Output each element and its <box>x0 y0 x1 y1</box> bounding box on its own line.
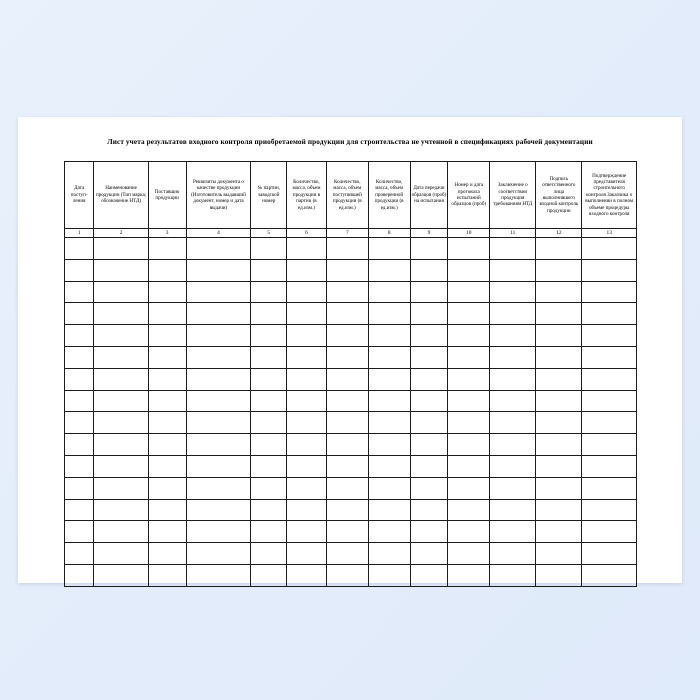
table-cell[interactable] <box>368 238 410 260</box>
table-cell[interactable] <box>65 412 94 434</box>
table-cell[interactable] <box>94 346 148 368</box>
table-cell[interactable] <box>251 543 287 565</box>
table-cell[interactable] <box>410 412 448 434</box>
table-cell[interactable] <box>582 368 637 390</box>
column-number-8: 8 <box>368 229 410 238</box>
column-header-9: Дата передачи образцов (проб) на испытания <box>410 162 448 229</box>
table-cell[interactable] <box>251 564 287 586</box>
table-cell[interactable] <box>94 412 148 434</box>
column-header-2: Наименование продукции (Тип марка; обозначение НТД) <box>94 162 148 229</box>
table-cell[interactable] <box>410 368 448 390</box>
table-cell[interactable] <box>368 325 410 347</box>
table-cell[interactable] <box>251 259 287 281</box>
table-cell[interactable] <box>186 259 251 281</box>
table-cell[interactable] <box>326 368 368 390</box>
table-cell[interactable] <box>448 281 490 303</box>
table-cell[interactable] <box>410 346 448 368</box>
table-row <box>65 325 637 347</box>
table-cell[interactable] <box>94 325 148 347</box>
table-cell[interactable] <box>536 238 582 260</box>
table-cell[interactable] <box>536 412 582 434</box>
table-cell[interactable] <box>287 303 327 325</box>
table-cell[interactable] <box>186 412 251 434</box>
column-number-7: 7 <box>326 229 368 238</box>
table-cell[interactable] <box>94 368 148 390</box>
table-cell[interactable] <box>326 346 368 368</box>
column-number-10: 10 <box>448 229 490 238</box>
column-number-6: 6 <box>287 229 327 238</box>
table-cell[interactable] <box>326 390 368 412</box>
document-sheet <box>18 117 682 583</box>
column-number-9: 9 <box>410 229 448 238</box>
table-cell[interactable] <box>287 325 327 347</box>
table-cell[interactable] <box>326 543 368 565</box>
table-cell[interactable] <box>287 281 327 303</box>
table-cell[interactable] <box>251 477 287 499</box>
column-number-4: 4 <box>186 229 251 238</box>
table-cell[interactable] <box>148 477 186 499</box>
table-cell[interactable] <box>490 521 536 543</box>
table-cell[interactable] <box>326 259 368 281</box>
page-title: Лист учета результатов входного контроля приобретаемой продукции для строительства не учтенной в спецификациях рабочей документации <box>107 138 593 146</box>
table-row <box>65 238 637 260</box>
table-row <box>65 521 637 543</box>
table-cell[interactable] <box>368 499 410 521</box>
table-cell[interactable] <box>251 281 287 303</box>
table-cell[interactable] <box>536 346 582 368</box>
table-cell[interactable] <box>490 238 536 260</box>
table-cell[interactable] <box>148 499 186 521</box>
table-cell[interactable] <box>490 477 536 499</box>
table-cell[interactable] <box>410 281 448 303</box>
table-cell[interactable] <box>582 499 637 521</box>
table-cell[interactable] <box>94 477 148 499</box>
column-header-10: Номер и дата протокола испытаний образцов (проб) <box>448 162 490 229</box>
table-cell[interactable] <box>536 455 582 477</box>
table-cell[interactable] <box>94 543 148 565</box>
table-cell[interactable] <box>65 499 94 521</box>
table-cell[interactable] <box>536 499 582 521</box>
table-cell[interactable] <box>326 521 368 543</box>
table-cell[interactable] <box>448 499 490 521</box>
table-cell[interactable] <box>65 346 94 368</box>
table-cell[interactable] <box>65 543 94 565</box>
table-cell[interactable] <box>536 390 582 412</box>
table-cell[interactable] <box>186 434 251 456</box>
table-cell[interactable] <box>582 325 637 347</box>
table-cell[interactable] <box>251 412 287 434</box>
table-cell[interactable] <box>65 303 94 325</box>
table-cell[interactable] <box>326 325 368 347</box>
table-cell[interactable] <box>582 281 637 303</box>
table-row <box>65 259 637 281</box>
table-cell[interactable] <box>186 477 251 499</box>
table-cell[interactable] <box>94 303 148 325</box>
column-number-5: 5 <box>251 229 287 238</box>
table-cell[interactable] <box>94 259 148 281</box>
table-cell[interactable] <box>251 455 287 477</box>
table-cell[interactable] <box>148 543 186 565</box>
table-cell[interactable] <box>65 259 94 281</box>
table-cell[interactable] <box>186 238 251 260</box>
table-cell[interactable] <box>94 564 148 586</box>
table-cell[interactable] <box>448 259 490 281</box>
table-cell[interactable] <box>448 412 490 434</box>
table-cell[interactable] <box>410 259 448 281</box>
table-cell[interactable] <box>490 455 536 477</box>
table-cell[interactable] <box>148 434 186 456</box>
table-cell[interactable] <box>410 543 448 565</box>
table-cell[interactable] <box>287 434 327 456</box>
table-cell[interactable] <box>94 521 148 543</box>
column-header-12: Подпись ответственного лица выполнившего входной контроль продукции <box>536 162 582 229</box>
table-cell[interactable] <box>582 238 637 260</box>
table-cell[interactable] <box>251 434 287 456</box>
table-cell[interactable] <box>251 303 287 325</box>
table-row <box>65 477 637 499</box>
table-cell[interactable] <box>251 390 287 412</box>
records-table-container <box>64 161 637 587</box>
table-cell[interactable] <box>94 499 148 521</box>
table-cell[interactable] <box>368 390 410 412</box>
table-cell[interactable] <box>490 281 536 303</box>
table-cell[interactable] <box>368 477 410 499</box>
table-cell[interactable] <box>490 346 536 368</box>
table-cell[interactable] <box>326 303 368 325</box>
table-cell[interactable] <box>490 325 536 347</box>
table-cell[interactable] <box>65 521 94 543</box>
table-cell[interactable] <box>186 390 251 412</box>
table-cell[interactable] <box>251 346 287 368</box>
table-cell[interactable] <box>326 238 368 260</box>
table-cell[interactable] <box>490 499 536 521</box>
table-cell[interactable] <box>490 543 536 565</box>
table-cell[interactable] <box>448 346 490 368</box>
table-cell[interactable] <box>490 412 536 434</box>
column-header-1: Дата поступления <box>65 162 94 229</box>
column-number-12: 12 <box>536 229 582 238</box>
table-cell[interactable] <box>186 303 251 325</box>
table-cell[interactable] <box>148 455 186 477</box>
table-cell[interactable] <box>582 521 637 543</box>
table-cell[interactable] <box>410 521 448 543</box>
table-cell[interactable] <box>582 303 637 325</box>
table-cell[interactable] <box>448 543 490 565</box>
table-cell[interactable] <box>65 238 94 260</box>
table-cell[interactable] <box>536 325 582 347</box>
column-number-11: 11 <box>490 229 536 238</box>
table-cell[interactable] <box>326 281 368 303</box>
table-cell[interactable] <box>186 325 251 347</box>
table-cell[interactable] <box>65 281 94 303</box>
table-cell[interactable] <box>368 521 410 543</box>
table-cell[interactable] <box>186 521 251 543</box>
table-cell[interactable] <box>287 259 327 281</box>
table-cell[interactable] <box>148 346 186 368</box>
records-table <box>64 161 637 587</box>
table-cell[interactable] <box>582 390 637 412</box>
table-cell[interactable] <box>186 543 251 565</box>
table-cell[interactable] <box>536 281 582 303</box>
table-cell[interactable] <box>326 477 368 499</box>
table-cell[interactable] <box>368 281 410 303</box>
table-cell[interactable] <box>251 499 287 521</box>
table-cell[interactable] <box>186 455 251 477</box>
table-cell[interactable] <box>148 303 186 325</box>
table-cell[interactable] <box>582 412 637 434</box>
table-cell[interactable] <box>490 368 536 390</box>
table-cell[interactable] <box>410 303 448 325</box>
column-header-5: № партии, заводской номер <box>251 162 287 229</box>
table-cell[interactable] <box>326 455 368 477</box>
table-cell[interactable] <box>65 477 94 499</box>
table-cell[interactable] <box>148 368 186 390</box>
table-cell[interactable] <box>582 259 637 281</box>
table-row <box>65 346 637 368</box>
column-header-13: Подтверждение представителя строительного контроля Заказчика о выполнении в полном объеме процедуры входного контроля <box>582 162 637 229</box>
table-cell[interactable] <box>65 564 94 586</box>
table-cell[interactable] <box>536 543 582 565</box>
table-cell[interactable] <box>448 521 490 543</box>
table-cell[interactable] <box>287 368 327 390</box>
table-cell[interactable] <box>65 325 94 347</box>
table-cell[interactable] <box>582 477 637 499</box>
table-cell[interactable] <box>410 455 448 477</box>
table-cell[interactable] <box>65 390 94 412</box>
table-cell[interactable] <box>148 521 186 543</box>
table-cell[interactable] <box>148 564 186 586</box>
table-cell[interactable] <box>148 259 186 281</box>
table-cell[interactable] <box>368 543 410 565</box>
table-cell[interactable] <box>368 303 410 325</box>
table-cell[interactable] <box>65 455 94 477</box>
table-cell[interactable] <box>287 346 327 368</box>
table-cell[interactable] <box>94 281 148 303</box>
table-header-row <box>65 162 637 229</box>
table-cell[interactable] <box>448 390 490 412</box>
table-row <box>65 455 637 477</box>
table-cell[interactable] <box>148 281 186 303</box>
table-cell[interactable] <box>410 325 448 347</box>
table-row <box>65 434 637 456</box>
table-cell[interactable] <box>582 455 637 477</box>
table-cell[interactable] <box>186 499 251 521</box>
table-cell[interactable] <box>582 346 637 368</box>
table-cell[interactable] <box>582 564 637 586</box>
table-cell[interactable] <box>410 499 448 521</box>
table-cell[interactable] <box>65 368 94 390</box>
table-cell[interactable] <box>448 238 490 260</box>
table-cell[interactable] <box>326 434 368 456</box>
table-cell[interactable] <box>251 521 287 543</box>
table-cell[interactable] <box>251 368 287 390</box>
column-number-3: 3 <box>148 229 186 238</box>
column-header-3: Поставщик продукции <box>148 162 186 229</box>
table-cell[interactable] <box>368 434 410 456</box>
table-cell[interactable] <box>251 238 287 260</box>
table-cell[interactable] <box>410 238 448 260</box>
table-cell[interactable] <box>186 281 251 303</box>
table-cell[interactable] <box>490 564 536 586</box>
table-cell[interactable] <box>368 564 410 586</box>
table-cell[interactable] <box>448 455 490 477</box>
table-cell[interactable] <box>326 564 368 586</box>
table-cell[interactable] <box>582 543 637 565</box>
table-cell[interactable] <box>536 303 582 325</box>
column-number-1: 1 <box>65 229 94 238</box>
table-row <box>65 368 637 390</box>
table-cell[interactable] <box>536 564 582 586</box>
table-cell[interactable] <box>410 434 448 456</box>
column-number-row <box>65 229 637 238</box>
table-cell[interactable] <box>94 390 148 412</box>
table-row <box>65 281 637 303</box>
table-cell[interactable] <box>536 368 582 390</box>
table-cell[interactable] <box>94 455 148 477</box>
table-cell[interactable] <box>94 238 148 260</box>
table-cell[interactable] <box>287 521 327 543</box>
table-cell[interactable] <box>536 521 582 543</box>
table-cell[interactable] <box>368 455 410 477</box>
table-cell[interactable] <box>148 238 186 260</box>
table-cell[interactable] <box>65 434 94 456</box>
table-cell[interactable] <box>186 346 251 368</box>
table-cell[interactable] <box>448 368 490 390</box>
table-cell[interactable] <box>287 477 327 499</box>
column-header-8: Количество, масса, объем проверенной продукции (в ед.изм.) <box>368 162 410 229</box>
table-cell[interactable] <box>186 368 251 390</box>
table-cell[interactable] <box>536 434 582 456</box>
table-cell[interactable] <box>368 412 410 434</box>
column-number-13: 13 <box>582 229 637 238</box>
table-cell[interactable] <box>410 390 448 412</box>
table-cell[interactable] <box>148 325 186 347</box>
column-header-4: Реквизиты документа о качестве продукции (Изготовитель выдавший документ, номер и дата выдачи) <box>186 162 251 229</box>
column-number-2: 2 <box>94 229 148 238</box>
table-cell[interactable] <box>448 303 490 325</box>
column-header-6: Количество, масса, объем продукции в партии (в ед.изм.) <box>287 162 327 229</box>
table-cell[interactable] <box>287 455 327 477</box>
table-row <box>65 564 637 586</box>
table-cell[interactable] <box>448 477 490 499</box>
table-cell[interactable] <box>448 564 490 586</box>
table-cell[interactable] <box>251 325 287 347</box>
table-cell[interactable] <box>536 477 582 499</box>
table-cell[interactable] <box>448 434 490 456</box>
table-cell[interactable] <box>410 477 448 499</box>
table-cell[interactable] <box>368 346 410 368</box>
table-cell[interactable] <box>287 238 327 260</box>
table-row <box>65 412 637 434</box>
table-cell[interactable] <box>287 543 327 565</box>
table-cell[interactable] <box>368 368 410 390</box>
table-row <box>65 499 637 521</box>
table-row <box>65 303 637 325</box>
table-cell[interactable] <box>94 434 148 456</box>
table-cell[interactable] <box>368 259 410 281</box>
table-cell[interactable] <box>186 564 251 586</box>
table-cell[interactable] <box>287 564 327 586</box>
table-cell[interactable] <box>582 434 637 456</box>
table-cell[interactable] <box>536 259 582 281</box>
table-cell[interactable] <box>490 390 536 412</box>
table-cell[interactable] <box>410 564 448 586</box>
table-cell[interactable] <box>490 303 536 325</box>
table-cell[interactable] <box>287 390 327 412</box>
table-cell[interactable] <box>326 412 368 434</box>
table-row <box>65 390 637 412</box>
table-cell[interactable] <box>148 390 186 412</box>
column-header-7: Количество, масса, объем поступившей продукции (в ед.изм.) <box>326 162 368 229</box>
table-cell[interactable] <box>448 325 490 347</box>
table-cell[interactable] <box>326 499 368 521</box>
table-cell[interactable] <box>148 412 186 434</box>
table-cell[interactable] <box>287 499 327 521</box>
table-cell[interactable] <box>490 259 536 281</box>
column-header-11: Заключение о соответствии продукция требованиям НТД <box>490 162 536 229</box>
table-cell[interactable] <box>490 434 536 456</box>
table-row <box>65 543 637 565</box>
table-cell[interactable] <box>287 412 327 434</box>
